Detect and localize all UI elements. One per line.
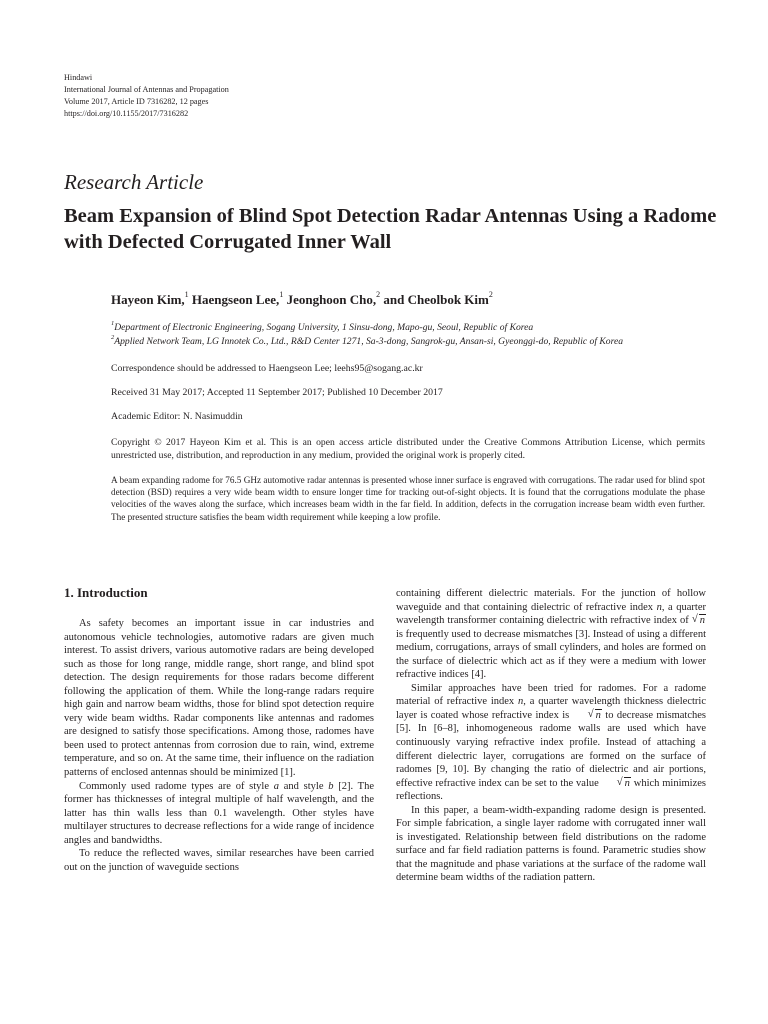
sqrt-n-symbol <box>602 777 631 791</box>
author-name: Haengseon Lee, <box>191 292 280 307</box>
radical-sign: √ <box>587 707 594 720</box>
author-name: Hayeon Kim, <box>111 292 185 307</box>
dates-line: Received 31 May 2017; Accepted 11 September 2017; Published 10 December 2017 <box>111 387 443 398</box>
publisher-name: Hindawi <box>64 73 93 82</box>
author-affiliation-mark: 1 <box>279 290 284 299</box>
author-affiliation-mark: 2 <box>488 290 493 299</box>
text-run: and style <box>279 780 329 792</box>
abstract: A beam expanding radome for 76.5 GHz automotive radar antennas is presented whose inner surface is engraved with corrugations. The radar used for blind spot detection (BSD) requires a very wide beam width to ensure longer time for tracking out-of-sight objects. It is found that the corrugations modulate the phase velocities of the waves along the surface, which increases beam width in the far field. In addition, defects in the corrugation increase beam width even further. The presented structure satisfies the beam width requirement while keeping a low profile. <box>111 475 705 522</box>
text-run: to decrease mismatches [5]. In [6–8], inhomogeneous radome walls are used which have continuously varying refractive index profile. Instead of attaching a different dielectric layer, corrugations are formed on the surface of radomes [9, 10]. By changing the ratio of dielectric and air portions, effective refractive index can be set to the value <box>396 709 706 789</box>
affiliation-2 <box>111 336 623 347</box>
affiliation-number: 1 <box>111 320 115 327</box>
paragraph <box>64 780 374 848</box>
math-variable: n <box>518 696 524 708</box>
affiliation-text: Department of Electronic Engineering, Sogang University, 1 Sinsu-dong, Mapo-gu, Seoul, Republic of Korea <box>114 322 534 333</box>
radicand: n <box>699 615 705 627</box>
author-list <box>111 292 493 308</box>
doi-link[interactable]: https://doi.org/10.1155/2017/7316282 <box>64 109 189 118</box>
sqrt-n-symbol <box>692 614 706 628</box>
paper-title: Beam Expansion of Blind Spot Detection Radar Antennas Using a Radome with Defected Corrugated Inner Wall <box>64 205 717 253</box>
paragraph: To reduce the reflected waves, similar researches have been carried out on the junction of waveguide sections <box>64 848 374 873</box>
paragraph <box>396 587 706 682</box>
affiliation-1 <box>111 322 533 333</box>
left-column <box>64 617 374 874</box>
text-run: which minimizes reflections. <box>396 777 707 803</box>
text-run: is frequently used to decrease mismatches [3]. Instead of using a different medium, corrugations, arrays of small cylinders, and holes are formed on the surface of dielectric which act as if they were a medium with lower refractive indices [4]. <box>396 628 706 681</box>
copyright-notice: Copyright © 2017 Hayeon Kim et al. This is an open access article distributed under the Creative Commons Attribution License, which permits unrestricted use, distribution, and reproduction in any medium, provided the original work is properly cited. <box>111 437 705 461</box>
radical-sign: √ <box>616 775 623 788</box>
right-column <box>396 587 706 885</box>
article-type: Research Article <box>64 170 204 194</box>
author-name: Jeonghoon Cho, <box>286 292 377 307</box>
text-run: , a quarter wavelength transformer containing dielectric with refractive index of <box>396 601 706 627</box>
sqrt-n-symbol <box>573 709 602 723</box>
section-heading-introduction: 1. Introduction <box>64 585 148 600</box>
author-affiliation-mark: 2 <box>376 290 381 299</box>
radicand: n <box>595 709 601 721</box>
volume-info: Volume 2017, Article ID 7316282, 12 pages <box>64 97 209 106</box>
radicand: n <box>624 777 630 789</box>
text-run: containing different dielectric materials. For the junction of hollow waveguide and that containing dielectric of refractive index <box>396 588 706 613</box>
journal-name: International Journal of Antennas and Propagation <box>64 85 229 94</box>
math-variable: b <box>328 780 334 792</box>
affiliation-text: Applied Network Team, LG Innotek Co., Ltd., R&D Center 1271, Sa-3-dong, Sangrok-gu, Ansan-si, Gyeonggi-do, Republic of Korea <box>114 336 624 347</box>
academic-editor-line: Academic Editor: N. Nasimuddin <box>111 411 243 422</box>
text-run: [2]. The former has thicknesses of integral multiple of half wavelength, and the latter has thin walls less than 0.1 wavelength. Other styles have multilayer structures to decrease reflections for a wide range of incidence angles and bandwidths. <box>64 780 374 846</box>
paragraph <box>396 682 706 804</box>
author-affiliation-mark: 1 <box>184 290 189 299</box>
text-run: Commonly used radome types are of style <box>79 780 274 792</box>
text-run: , a quarter wavelength thickness dielectric layer is coated whose refractive index is <box>396 696 706 721</box>
paragraph: As safety becomes an important issue in car industries and autonomous vehicle technologies, automotive radars are given much interest. To assist drivers, various automotive radars are being developed such as those for long range, middle range, short range, and blind spot detection. The design requirements for those radars become different following the application of them. While the long-range radars require high gain and narrow beam widths, those for blind spot detection require very wide beam widths. Radar components like antennas and radomes are designed to satisfy those specifications. Among those, radomes have been used to protect antennas from corrosion due to rain, wind, extreme temperature, and so on. At the same time, their influence on the radiation patterns of enclosed antennas should be minimized [1]. <box>64 618 374 779</box>
author-name: and Cheolbok Kim <box>383 292 489 307</box>
math-variable: a <box>273 780 280 792</box>
paragraph: In this paper, a beam-width-expanding radome design is presented. For simple fabrication, a single layer radome with corrugated inner wall is investigated. Relationship between field distributions on the radome surface and far field radiation patterns is found. Parametric studies show that the magnitude and phase variations at the surface of the radome wall determine beam widths of the radiation pattern. <box>396 804 706 884</box>
publication-info <box>64 72 229 120</box>
correspondence-line: Correspondence should be addressed to Haengseon Lee; leehs95@sogang.ac.kr <box>111 363 423 374</box>
radical-sign: √ <box>691 613 698 626</box>
affiliation-number: 2 <box>111 334 115 341</box>
math-variable: n <box>656 601 662 613</box>
text-run: Similar approaches have been tried for radomes. For a radome material of refractive index <box>396 682 706 708</box>
